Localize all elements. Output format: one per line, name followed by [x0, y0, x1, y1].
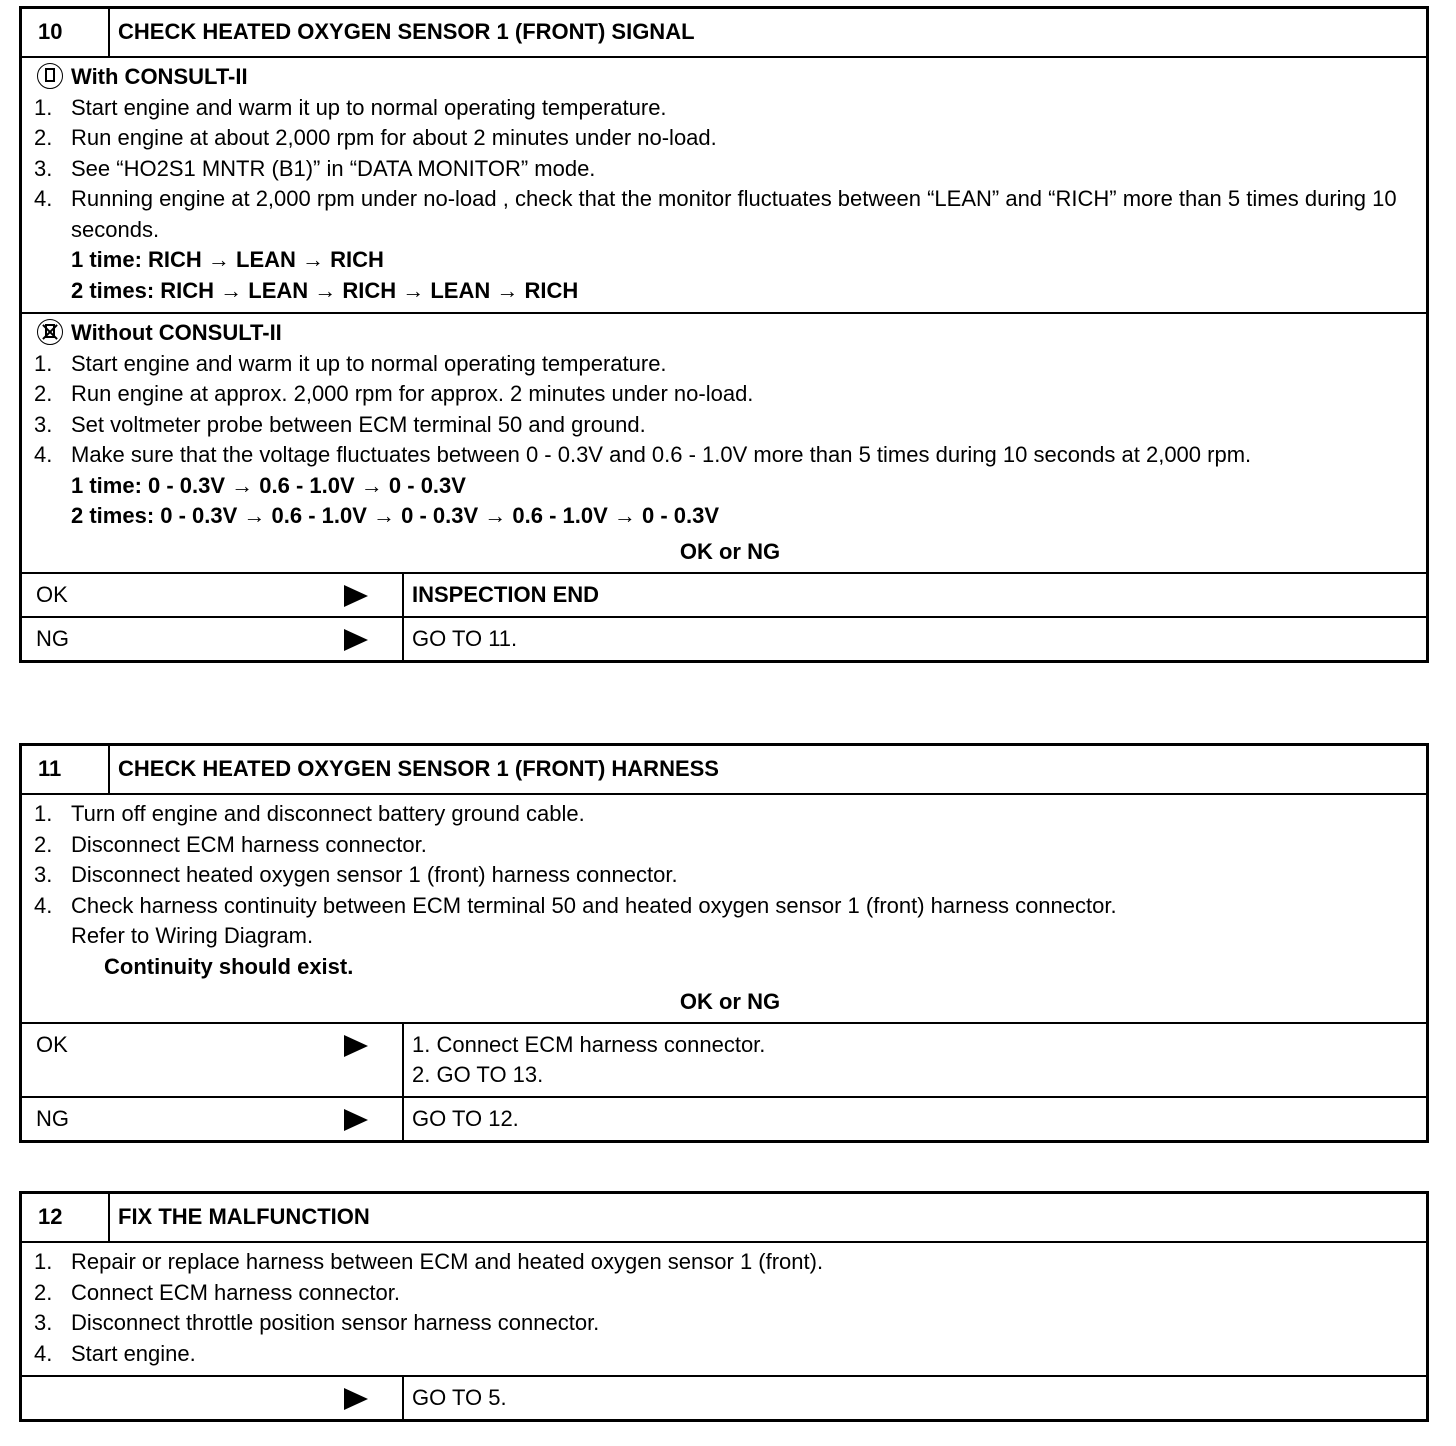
arrow-right-icon [344, 629, 368, 651]
spec-note: Continuity should exist. [104, 953, 354, 979]
step-body: 1. Turn off engine and disconnect battery ground cable. 2. Disconnect ECM harness connector. 3. Disconnect heated oxygen sensor 1 (front) harness connector. 4. Check harness continuity between ECM terminal 50 and heated oxygen sensor 1 (front) harness connector. Refer to Wiring Diagram. Continuity should exist. OK or NG [22, 795, 1426, 1022]
result-row-ok [22, 1022, 1426, 1096]
step-11-block [19, 743, 1429, 1143]
step-header [22, 746, 1426, 795]
arrow-right-icon [344, 1109, 368, 1131]
step-title: CHECK HEATED OXYGEN SENSOR 1 (FRONT) HARNESS [118, 756, 719, 781]
step-12-block [19, 1191, 1429, 1422]
result-label: OK [36, 581, 68, 607]
result-label: NG [36, 625, 69, 651]
result-row [22, 1375, 1426, 1419]
list-item: Start engine and warm it up to normal operating temperature. [71, 350, 667, 376]
list-item: Disconnect ECM harness connector. [71, 831, 427, 857]
list-item: Start engine. [71, 1340, 196, 1366]
note: 1 time: RICH → LEAN → RICH [71, 247, 384, 272]
result-action: 1. Connect ECM harness connector. [412, 1032, 766, 1057]
step-number: 12 [22, 1194, 110, 1241]
result-action: GO TO 12. [412, 1106, 519, 1131]
consult-tool-icon [37, 63, 63, 89]
result-action: GO TO 11. [412, 625, 518, 651]
result-label: OK [36, 1032, 68, 1057]
result-action: GO TO 5. [412, 1385, 507, 1410]
note: 2 times: RICH → LEAN → RICH → LEAN → RICH [71, 277, 579, 303]
with-consult-section: With CONSULT-II 1. Start engine and warm it up to normal operating temperature. 2. Run engine at about 2,000 rpm for about 2 minutes under no-load. 3. See “HO2S1 MNTR (B1)” in “DATA MONITOR” mode. 4. Running engine at 2,000 rpm under no-load , check that the monitor fluctuates between “LEAN” and “RICH” more than 5 times during 10 seconds. 1 time: RICH → LEAN → RICH 2 times: RICH → LEAN → RICH → LEAN → RICH [22, 58, 1426, 312]
list-item: Repair or replace harness between ECM and heated oxygen sensor 1 (front). [71, 1249, 824, 1274]
list-item: Check harness continuity between ECM terminal 50 and heated oxygen sensor 1 (front) harness connector. [71, 892, 1117, 918]
result-row-ok [22, 572, 1426, 616]
arrow-right-icon [344, 1388, 368, 1410]
arrow-right-icon [344, 1035, 368, 1057]
list-item: Set voltmeter probe between ECM terminal 50 and ground. [71, 411, 646, 437]
list-item: Make sure that the voltage fluctuates between 0 - 0.3V and 0.6 - 1.0V more than 5 times during 10 seconds at 2,000 rpm. [71, 442, 1252, 467]
sub-note: Refer to Wiring Diagram. [71, 923, 314, 948]
list-item: Start engine and warm it up to normal operating temperature. [71, 94, 667, 120]
ok-or-ng-label: OK or NG [679, 538, 781, 564]
without-consult-heading: Without CONSULT-II [71, 320, 282, 345]
list-item: Turn off engine and disconnect battery ground cable. [71, 801, 585, 826]
list-item: Running engine at 2,000 rpm under no-load , check that the monitor fluctuates between “LEAN” and “RICH” more than 5 times during 10 seconds. [71, 186, 1397, 242]
step-header [22, 1194, 1426, 1243]
note: 2 times: 0 - 0.3V → 0.6 - 1.0V → 0 - 0.3V → 0.6 - 1.0V → 0 - 0.3V [71, 503, 720, 528]
result-action: INSPECTION END [412, 581, 600, 607]
with-consult-heading: With CONSULT-II [71, 64, 248, 89]
result-label: NG [36, 1106, 69, 1131]
list-item: Disconnect throttle position sensor harness connector. [71, 1310, 600, 1335]
step-title: CHECK HEATED OXYGEN SENSOR 1 (FRONT) SIGNAL [118, 19, 695, 44]
list-item: Connect ECM harness connector. [71, 1279, 400, 1305]
step-number: 10 [22, 9, 110, 56]
list-item: Run engine at about 2,000 rpm for about 2 minutes under no-load. [71, 125, 717, 150]
arrow-right-icon [344, 585, 368, 607]
note: 1 time: 0 - 0.3V → 0.6 - 1.0V → 0 - 0.3V [71, 472, 466, 498]
no-consult-tool-icon [37, 319, 63, 345]
step-body: 1. Repair or replace harness between ECM and heated oxygen sensor 1 (front). 2. Connect ECM harness connector. 3. Disconnect throttle position sensor harness connector. 4. Start engine. [22, 1243, 1426, 1375]
step-header [22, 9, 1426, 58]
ok-or-ng-label: OK or NG [679, 989, 781, 1014]
result-row-ng [22, 616, 1426, 660]
list-item: See “HO2S1 MNTR (B1)” in “DATA MONITOR” mode. [71, 155, 596, 181]
step-number: 11 [22, 746, 110, 793]
result-row-ng [22, 1096, 1426, 1140]
step-10-block [19, 6, 1429, 663]
step-title: FIX THE MALFUNCTION [118, 1204, 370, 1229]
list-item: Disconnect heated oxygen sensor 1 (front) harness connector. [71, 862, 678, 887]
without-consult-section: Without CONSULT-II 1. Start engine and warm it up to normal operating temperature. 2. Run engine at approx. 2,000 rpm for approx. 2 minutes under no-load. 3. Set voltmeter probe between ECM terminal 50 and ground. 4. Make sure that the voltage fluctuates between 0 - 0.3V and 0.6 - 1.0V more than 5 times during 10 seconds at 2,000 rpm. 1 time: 0 - 0.3V → 0.6 - 1.0V → 0 - 0.3V 2 times: 0 - 0.3V → 0.6 - 1.0V → 0 - 0.3V → 0.6 - 1.0V → 0 - 0.3V OK or NG [22, 312, 1426, 572]
list-item: Run engine at approx. 2,000 rpm for approx. 2 minutes under no-load. [71, 381, 754, 406]
result-action: 2. GO TO 13. [412, 1062, 544, 1087]
